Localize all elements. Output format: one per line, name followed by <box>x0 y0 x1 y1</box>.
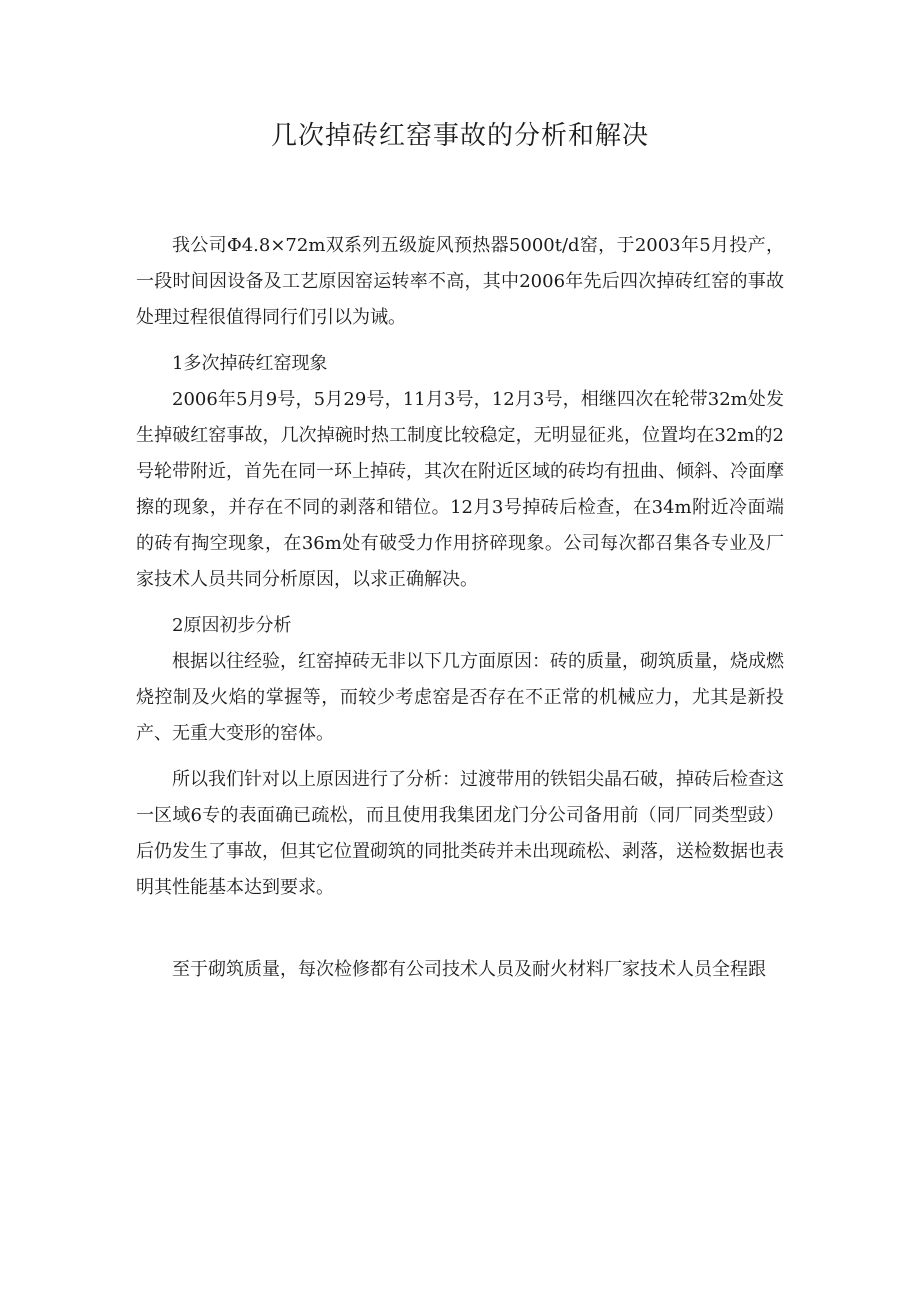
paragraph-phenomenon: 2006年5月9号，5月29号，11月3号，12月3号，相继四次在轮带32m处发生掉破红窑事故，几次掉碗时热工制度比较稳定，无明显征兆，位置均在32m的2号轮带附近，首先在同一环上掉砖，其次在附近区域的砖均有扭曲、倾斜、冷面摩擦的现象，并存在不同的剥落和错位。12月3号掉砖后检查，在34m附近冷面端的砖有掏空现象，在36m处有破受力作用挤碎现象。公司每次都召集各专业及厂家技术人员共同分析原因，以求正确解决。 <box>136 389 784 590</box>
section-heading-2: 2原因初步分析 <box>172 615 292 636</box>
section-heading-1: 1多次掉砖红窑现象 <box>172 353 328 374</box>
paragraph-masonry: 至于砌筑质量，每次检修都有公司技术人员及耐火材料厂家技术人员全程跟 <box>172 959 766 980</box>
document-body <box>136 228 784 988</box>
document-title: 几次掉砖红窑事故的分析和解决 <box>270 121 649 151</box>
paragraph-experience: 根据以往经验，红窑掉砖无非以下几方面原因：砖的质量，砌筑质量，烧成燃烧控制及火焰的掌握等，而较少考虑窑是否存在不正常的机械应力，尤其是新投产、无重大变形的窑体。 <box>136 651 784 744</box>
paragraph-analysis: 所以我们针对以上原因进行了分析：过渡带用的铁铝尖晶石破，掉砖后检查这一区域6专的表面确已疏松，而且使用我集团龙门分公司备用前（同厂同类型豉）后仍发生了事故，但其它位置砌筑的同批类砖并未出现疏松、剥落，送检数据也表明其性能基本达到要求。 <box>136 769 784 898</box>
paragraph-intro: 我公司Φ4.8×72m双系列五级旋风预热器5000t/d窑，于2003年5月投产，一段时间因设备及工艺原因窑运转率不高，其中2006年先后四次掉砖红窑的事故处理过程很值得同行们引以为诫。 <box>136 235 784 328</box>
